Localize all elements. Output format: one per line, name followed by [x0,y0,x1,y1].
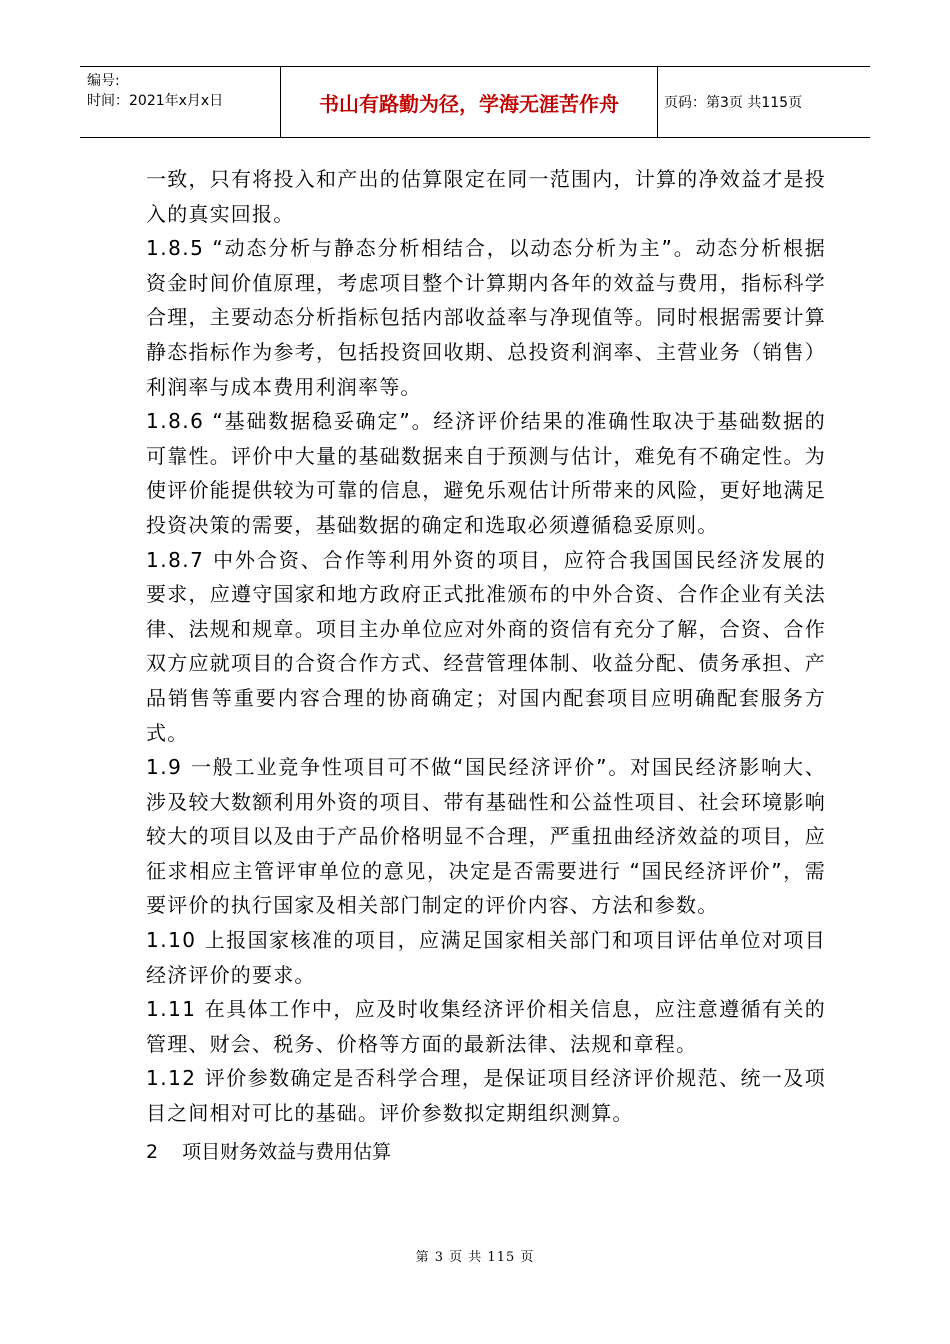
paragraph-text: 一致，只有将投入和产出的估算限定在同一范围内，计算的净效益才是投入的真实回报。 [146,167,826,226]
clause-number: 1.9 [146,755,183,780]
paragraph [146,1061,826,1130]
clause-number: 1.11 [146,997,197,1022]
document-number-label: 编号: [87,73,120,89]
paragraph [146,750,826,923]
section-heading [146,1135,826,1169]
paragraph-text: “基础数据稳妥确定”。经济评价结果的准确性取决于基础数据的可靠性。评价中大量的基础数据来自于预测与估计，难免有不确定性。为使评价能提供较为可靠的信息，避免乐观估计所带来的风险，更好地满足投资决策的需要，基础数据的确定和选取必须遵循稳妥原则。 [146,409,826,537]
paragraph [146,923,826,992]
document-time-label: 时间：2021年x月x日 [87,93,224,109]
clause-number: 1.8.5 [146,236,205,261]
paragraph [146,231,826,404]
clause-number: 1.10 [146,928,197,953]
clause-number: 1.12 [146,1066,197,1091]
paragraph [146,162,826,231]
paragraph-text: 一般工业竞争性项目可不做“国民经济评价”。对国民经济影响大、涉及较大数额利用外资的项目、带有基础性和公益性项目、社会环境影响较大的项目以及由于产品价格明显不合理，严重扭曲经济效益的项目，应征求相应主管评审单位的意见，决定是否需要进行 “国民经济评价”，需要评价的执行国家及相关部门制定的评价内容、方法和参数。 [146,755,826,918]
section-number: 2 [146,1140,159,1163]
document-body [146,162,826,1169]
paragraph [146,404,826,542]
paragraph-text: “动态分析与静态分析相结合，以动态分析为主”。动态分析根据资金时间价值原理，考虑项目整个计算期内各年的效益与费用，指标科学合理，主要动态分析指标包括内部收益率与净现值等。同时根据需要计算静态指标作为参考，包括投资回收期、总投资利润率、主营业务（销售）利润率与成本费用利润率等。 [146,236,826,399]
paragraph-text: 上报国家核准的项目，应满足国家相关部门和项目评估单位对项目经济评价的要求。 [146,928,826,987]
paragraph [146,543,826,751]
paragraph-text: 中外合资、合作等利用外资的项目，应符合我国国民经济发展的要求，应遵守国家和地方政府正式批准颁布的中外合资、合作企业有关法律、法规和规章。项目主办单位应对外商的资信有充分了解，合资、合作双方应就项目的合资合作方式、经营管理体制、收益分配、债务承担、产品销售等重要内容合理的协商确定；对国内配套项目应明确配套服务方式。 [146,547,826,745]
paragraph-text: 评价参数确定是否科学合理，是保证项目经济评价规范、统一及项目之间相对可比的基础。评价参数拟定期组织测算。 [146,1066,826,1126]
header-page-label: 页码：第3页 共115页 [664,95,803,111]
clause-number: 1.8.7 [146,547,205,572]
header-meta [80,67,281,137]
section-title: 项目财务效益与费用估算 [182,1140,392,1163]
paragraph-text: 在具体工作中，应及时收集经济评价相关信息，应注意遵循有关的管理、财会、税务、价格等方面的最新法律、法规和章程。 [146,997,826,1056]
page-header [80,66,870,138]
header-motto: 书山有路勤为径，学海无涯苦作舟 [281,67,658,137]
page-footer: 第 3 页 共 115 页 [415,1250,535,1265]
clause-number: 1.8.6 [146,409,205,434]
paragraph [146,992,826,1061]
